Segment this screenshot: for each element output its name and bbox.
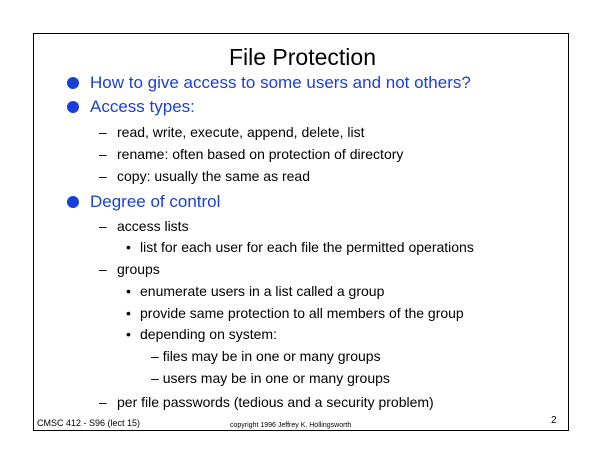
dash-icon: –	[151, 348, 159, 364]
dot-icon: •	[126, 326, 131, 342]
dash-icon: –	[99, 218, 107, 234]
dash-icon: –	[99, 146, 107, 162]
dash-icon: –	[99, 124, 107, 140]
sub-item-text: read, write, execute, append, delete, list	[117, 124, 365, 140]
footer-course: CMSC 412 - S96 (lect 15)	[37, 418, 141, 428]
level4-item	[151, 370, 390, 387]
dash-icon: –	[99, 168, 107, 184]
bullet-icon	[67, 196, 79, 208]
dot-icon: •	[126, 283, 131, 299]
dash-icon: –	[151, 370, 159, 386]
sub-sub-item	[126, 305, 464, 322]
sub-sub-item	[126, 326, 277, 343]
page-number: 2	[551, 415, 557, 426]
footer-copyright: copyright 1996 Jeffrey K. Hollingsworth	[230, 422, 352, 429]
sub-item	[99, 168, 310, 185]
slide-title: File Protection	[228, 44, 376, 70]
sub-sub-item	[126, 239, 474, 256]
dot-icon: •	[126, 305, 131, 321]
sub-sub-item-text: list for each user for each file the permitted operations	[140, 239, 474, 255]
sub-item	[99, 124, 364, 141]
sub-item-text: per file passwords (tedious and a security problem)	[117, 394, 434, 410]
sub-sub-item-text: depending on system:	[140, 326, 277, 342]
dash-icon: –	[99, 261, 107, 277]
dash-icon: –	[99, 394, 107, 410]
sub-item	[99, 146, 403, 163]
sub-item-text: rename: often based on protection of directory	[117, 146, 404, 162]
bullet-item: Access types:	[90, 97, 195, 116]
sub-item-text: copy: usually the same as read	[117, 168, 310, 184]
dot-icon: •	[126, 239, 131, 255]
sub-item	[99, 261, 160, 278]
bullet-icon	[67, 77, 79, 89]
sub-item-text: groups	[117, 261, 160, 277]
sub-sub-item	[126, 283, 384, 300]
bullet-item: Degree of control	[90, 192, 221, 211]
level4-item-text: files may be in one or many groups	[162, 348, 381, 364]
level4-item-text: users may be in one or many groups	[162, 370, 390, 386]
sub-item-text: access lists	[117, 218, 189, 234]
bullet-item: How to give access to some users and not others?	[90, 73, 471, 92]
sub-sub-item-text: provide same protection to all members of the group	[140, 305, 464, 321]
level4-item	[151, 348, 381, 365]
sub-item	[99, 218, 189, 235]
sub-item	[99, 394, 434, 411]
sub-sub-item-text: enumerate users in a list called a group	[140, 283, 385, 299]
bullet-icon	[67, 101, 79, 113]
